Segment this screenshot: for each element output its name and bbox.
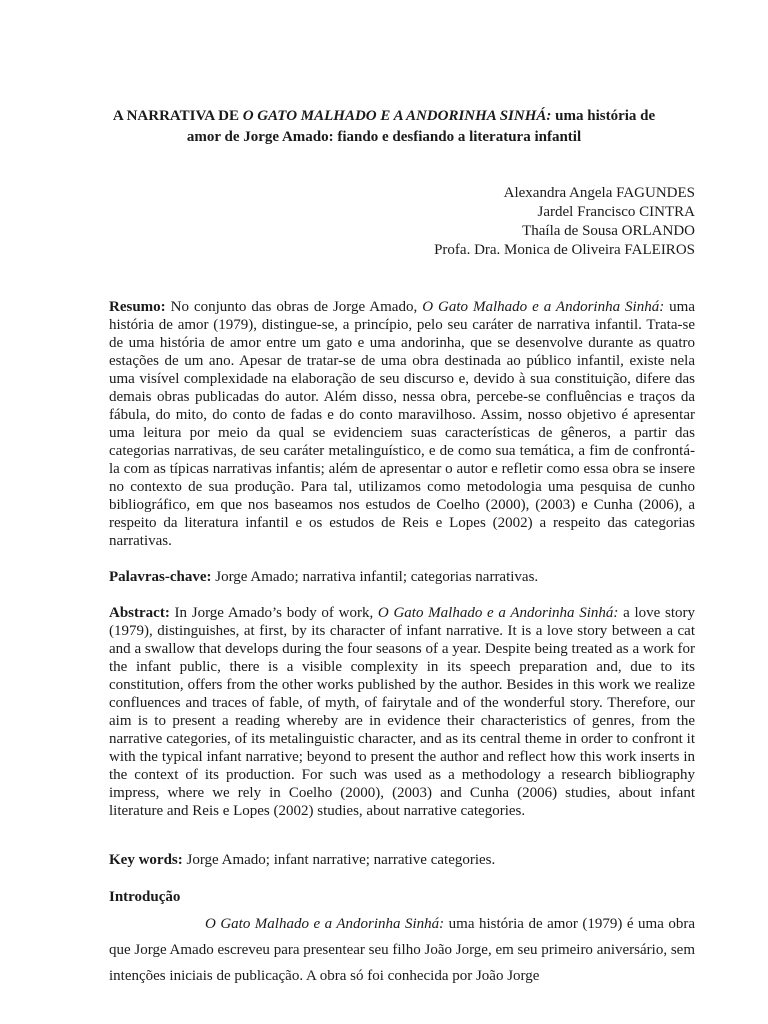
author-name: Alexandra Angela FAGUNDES <box>503 185 695 201</box>
introducao-paragraph <box>109 911 695 989</box>
resumo-book-title: O Gato Malhado e a Andorinha Sinhá: <box>422 299 665 315</box>
palavras-chave-label: Palavras-chave: <box>109 569 212 585</box>
abstract-body: a love story (1979), distinguishes, at first, by its character of infant narrative. It is a love story between a cat and a swallow that develops during the four seasons of a year. Despite being treated as a work for the infant public, there is a visible complexity in its speech preparation and, due to its constitution, offers from the other works published by the author. Besides in this work we realize confluences and traces of fable, of myth, of fairytale and of the wonderful story. Therefore, our aim is to present a reading whereby are in evidence their characteristics of genres, from the narrative categories, of its metalinguistic character, and as its central theme in order to confront it with the typical infant narrative; beyond to present the author and reflect how this work inserts in the context of its production. For such was used as a methodology a research bibliography impress, where we rely in Coelho (2000), (2003) and Cunha (2006) studies, about infant literature and Reis e Lopes (2002) studies, about narrative categories. <box>109 605 696 819</box>
abstract-lead: In Jorge Amado’s body of work, <box>169 605 378 621</box>
author-name: Profa. Dra. Monica de Oliveira FALEIROS <box>434 242 695 258</box>
resumo-paragraph <box>109 298 695 550</box>
author-name: Thaíla de Sousa ORLANDO <box>522 223 695 239</box>
palavras-chave-text: Jorge Amado; narrativa infantil; categorias narrativas. <box>211 569 539 585</box>
abstract-paragraph <box>109 604 695 820</box>
key-words-paragraph <box>109 851 695 869</box>
key-words-text: Jorge Amado; infant narrative; narrative categories. <box>182 852 496 868</box>
author-list <box>434 184 695 260</box>
author-name: Jardel Francisco CINTRA <box>537 204 695 220</box>
resumo-label: Resumo: <box>109 299 166 315</box>
resumo-body: uma história de amor (1979), distingue-se, a princípio, pelo seu caráter de narrativa infantil. Trata-se de uma história de amor entre um gato e uma andorinha, que se desenvolve durante as quatro estações de um ano. Apesar de tratar-se de uma obra destinada ao público infantil, existe nela uma visível complexidade na elaboração de seu discurso e, devido à sua constituição, difere das demais obras publicadas do autor. Além disso, nessa obra, percebe-se confluências e traços da fábula, do mito, do conto de fadas e do conto maravilhoso. Assim, nosso objetivo é apresentar uma leitura por meio da qual se evidenciem suas características de gêneros, a partir das categorias narrativas, de seu caráter metalinguístico, e de como sua temática, a fim de confrontá-la com as típicas narrativas infantis; além de apresentar o autor e refletir como essa obra se insere no contexto de sua produção. Para tal, utilizamos como metodologia uma pesquisa de cunho bibliográfico, em que nos baseamos nos estudos de Coelho (2000), (2003) e Cunha (2006), a respeito da literatura infantil e os estudos de Reis e Lopes (2002) a respeito das categorias narrativas. <box>109 299 695 549</box>
resumo-lead: No conjunto das obras de Jorge Amado, <box>165 299 423 315</box>
introducao-body: uma história de amor (1979) é uma obra que Jorge Amado escreveu para presentear seu filho João Jorge, em seu primeiro aniversário, sem intenções iniciais de publicação. A obra só foi conhecida por João Jorge <box>109 916 695 984</box>
paper-title <box>100 106 668 148</box>
introducao-heading: Introdução <box>109 889 181 905</box>
title-suffix: uma história de amor de Jorge Amado: fiando e desfiando a literatura infantil <box>186 108 656 145</box>
palavras-chave-paragraph <box>109 568 695 586</box>
title-book-name: O GATO MALHADO E A ANDORINHA SINHÁ: <box>242 108 552 124</box>
abstract-book-title: O Gato Malhado e a Andorinha Sinhá: <box>377 605 619 621</box>
key-words-label: Key words: <box>109 852 183 868</box>
title-prefix: A NARRATIVA DE <box>112 108 243 124</box>
abstract-label: Abstract: <box>109 605 170 621</box>
introducao-book-title: O Gato Malhado e a Andorinha Sinhá: <box>205 916 445 932</box>
